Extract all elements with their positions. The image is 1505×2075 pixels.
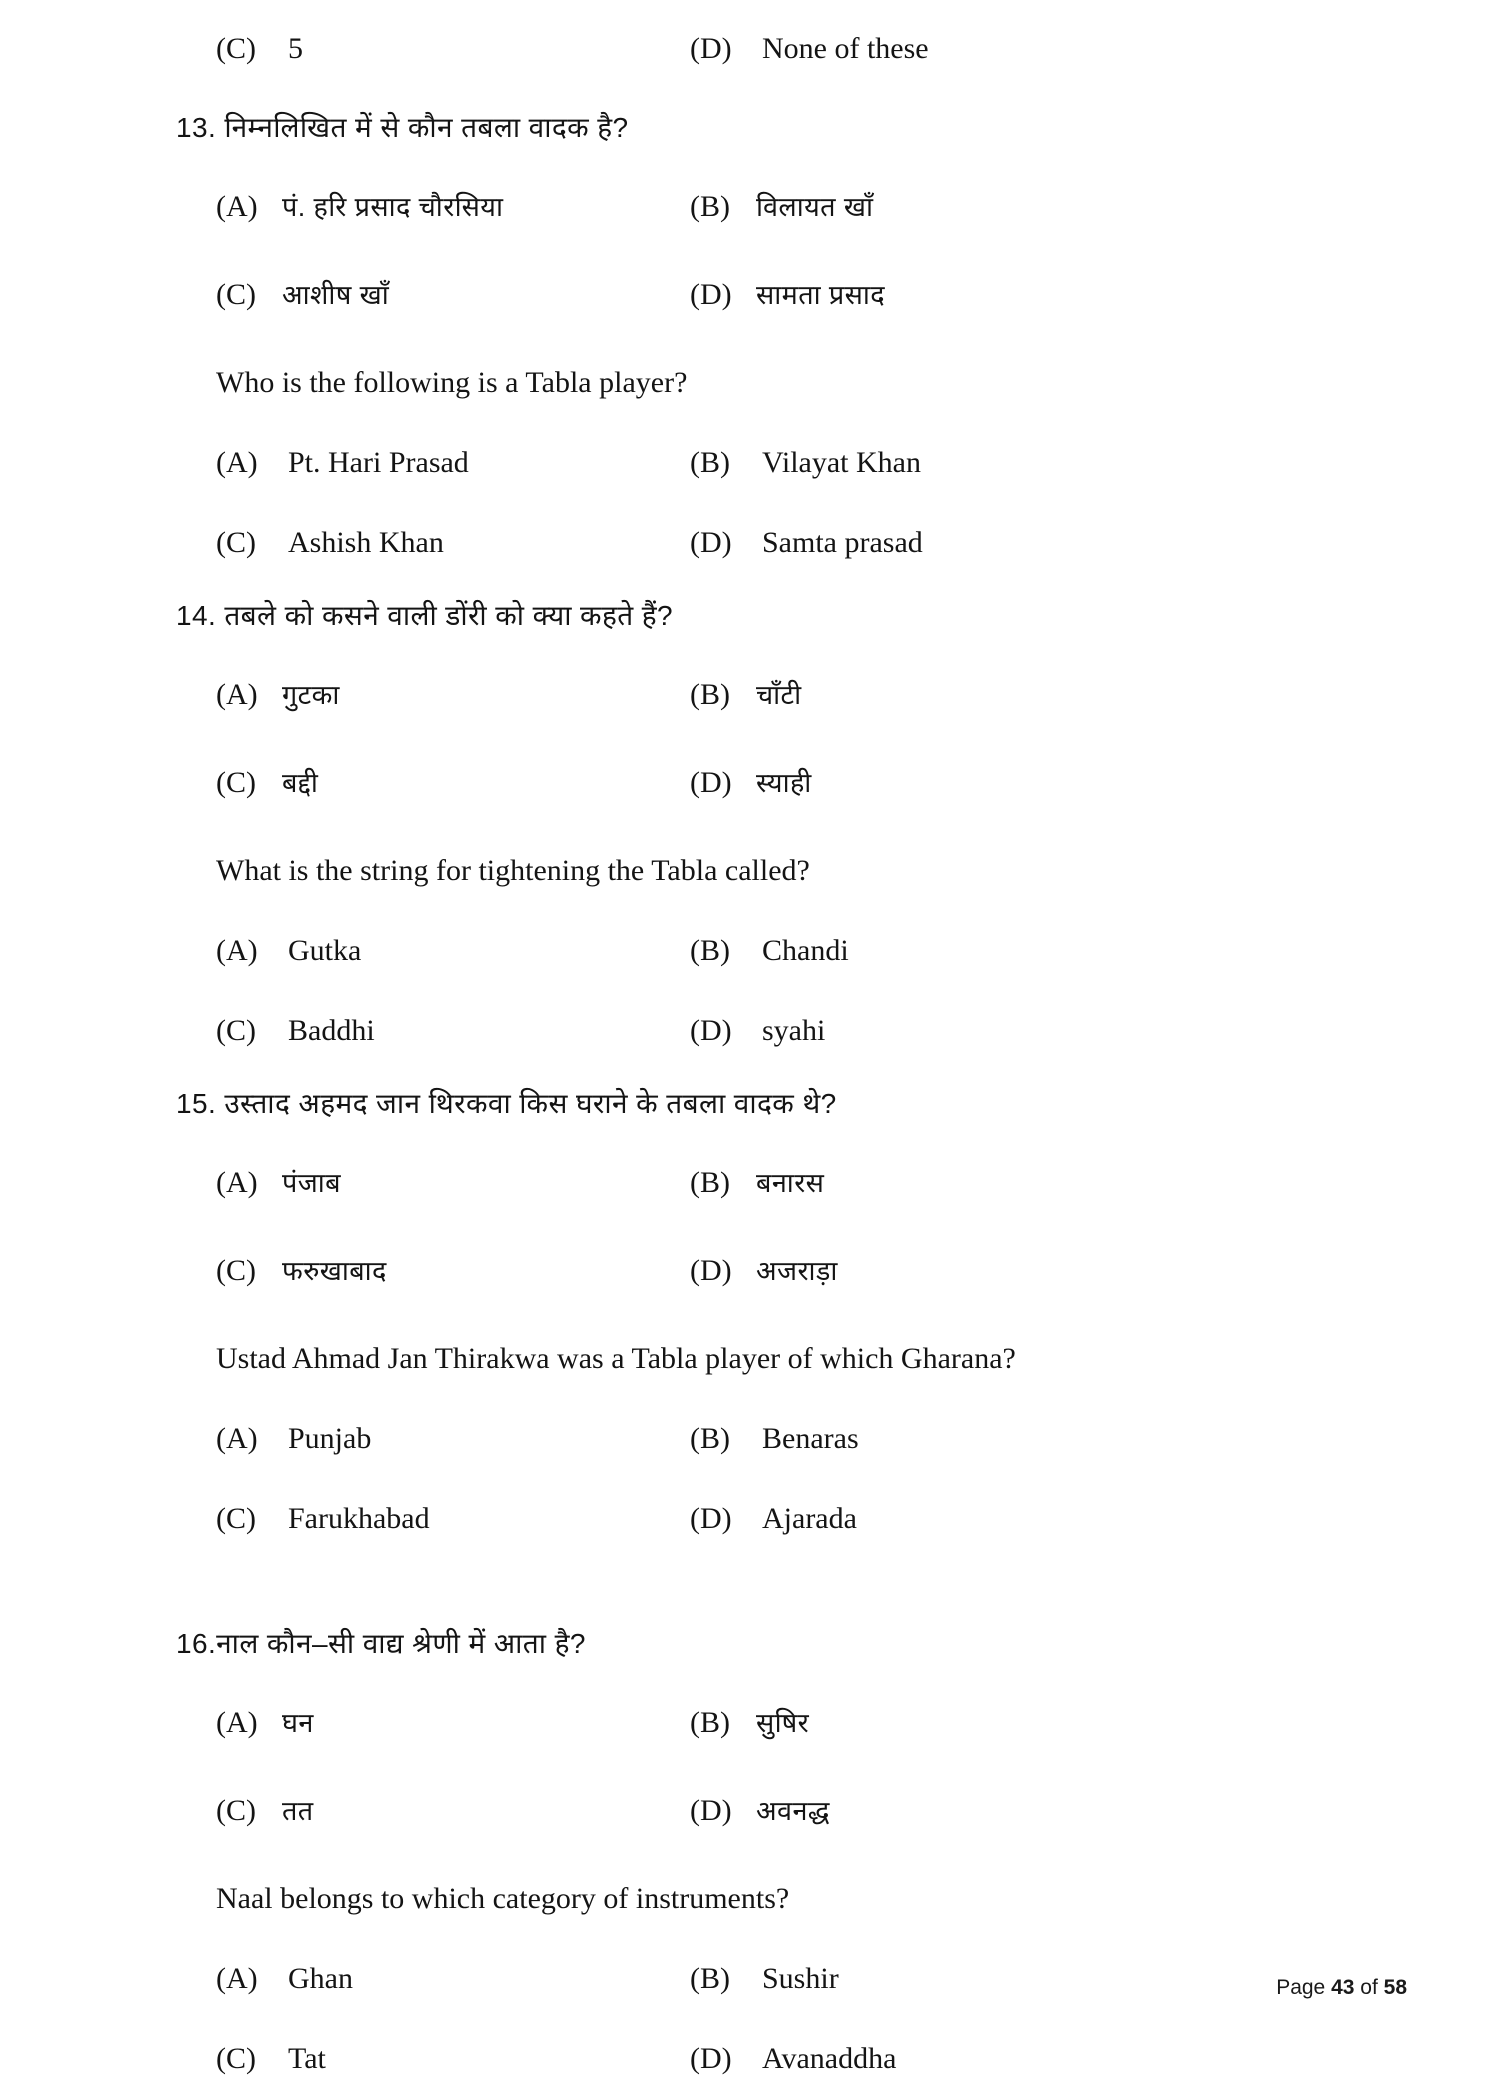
question-15-text-hindi: उस्ताद अहमद जान थिरकवा किस घराने के तबला वादक थे? — [224, 1088, 837, 1119]
option-label-c: (C) — [216, 1014, 256, 1047]
footer-page-number: 43 — [1331, 1976, 1355, 1999]
option-text-c: फरुखाबाद — [282, 1256, 387, 1286]
option-text-b: Chandi — [762, 934, 849, 967]
question-13-english-options-row-2 — [176, 528, 1336, 558]
question-15-hindi-options-row-1 — [176, 1168, 1336, 1198]
question-14-option-d-hindi — [676, 768, 1196, 798]
question-14-number: 14. — [176, 600, 217, 631]
option-label-c: (C) — [216, 278, 256, 311]
question-15-option-a-english — [176, 1424, 676, 1454]
question-14-option-c-hindi — [176, 768, 676, 798]
question-16-stem-hindi — [176, 1630, 1336, 1658]
page-footer — [1276, 1976, 1407, 2000]
option-text-a: गुटका — [282, 680, 340, 710]
option-text-c: Tat — [288, 2042, 326, 2075]
question-13-hindi-options-row-1 — [176, 192, 1336, 222]
option-text-b: Vilayat Khan — [762, 446, 921, 479]
option-text-b: सुषिर — [756, 1708, 810, 1738]
question-13-number: 13. — [176, 112, 217, 143]
option-text-c: 5 — [288, 32, 303, 65]
option-text-b: विलायत खाँ — [756, 192, 874, 222]
question-13-option-d-english — [676, 528, 1196, 558]
question-15-hindi-options-row-2 — [176, 1256, 1336, 1286]
question-14-option-b-english — [676, 936, 1196, 966]
question-13-stem-english: Who is the following is a Tabla player? — [216, 366, 688, 399]
option-label-c: (C) — [216, 2042, 256, 2075]
question-14-option-d-english — [676, 1016, 1196, 1046]
option-label-c: (C) — [216, 1794, 256, 1827]
option-text-b: Sushir — [762, 1962, 839, 1995]
question-16-option-c-hindi — [176, 1796, 676, 1826]
option-text-d: None of these — [762, 32, 929, 65]
page-content — [176, 34, 1336, 2074]
option-text-a: Pt. Hari Prasad — [288, 446, 469, 479]
option-text-c: Farukhabad — [288, 1502, 430, 1535]
option-text-c: Ashish Khan — [288, 526, 444, 559]
question-16-option-a-english — [176, 1964, 676, 1994]
question-13-option-d-hindi — [676, 280, 1196, 310]
option-label-d: (D) — [690, 526, 732, 559]
option-text-d: स्याही — [756, 768, 812, 798]
option-label-c: (C) — [216, 1502, 256, 1535]
option-label-a: (A) — [216, 1166, 258, 1199]
option-label-a: (A) — [216, 1962, 258, 1995]
option-label-d: (D) — [690, 1502, 732, 1535]
option-text-c: बद्दी — [282, 768, 319, 798]
option-label-a: (A) — [216, 1422, 258, 1455]
option-label-b: (B) — [690, 1706, 730, 1739]
option-text-b: चाँटी — [756, 680, 802, 710]
option-label-c: (C) — [216, 766, 256, 799]
option-text-b: बनारस — [756, 1168, 825, 1198]
option-text-a: घन — [282, 1708, 314, 1738]
option-text-d: अवनद्ध — [756, 1796, 830, 1826]
option-text-d: Avanaddha — [762, 2042, 897, 2075]
question-14-option-a-hindi — [176, 680, 676, 710]
question-16-option-b-english — [676, 1964, 1196, 1994]
question-14-option-b-hindi — [676, 680, 1196, 710]
question-16-option-d-english — [676, 2044, 1196, 2074]
option-label-b: (B) — [690, 678, 730, 711]
question-14-text-hindi: तबले को कसने वाली डोंरी को क्या कहते हैं? — [224, 600, 674, 631]
option-label-a: (A) — [216, 678, 258, 711]
option-c — [176, 34, 676, 64]
question-14-option-a-english — [176, 936, 676, 966]
option-label-b: (B) — [690, 934, 730, 967]
option-text-d: अजराड़ा — [756, 1256, 838, 1286]
option-d — [676, 34, 1196, 64]
option-label-a: (A) — [216, 1706, 258, 1739]
option-label-b: (B) — [690, 1422, 730, 1455]
question-14-option-c-english — [176, 1016, 676, 1046]
option-label-a: (A) — [216, 934, 258, 967]
question-15-option-c-hindi — [176, 1256, 676, 1286]
footer-total-pages: 58 — [1383, 1976, 1407, 1999]
option-text-d: Ajarada — [762, 1502, 857, 1535]
question-14-english-options-row-1 — [176, 936, 1336, 966]
option-text-a: Gutka — [288, 934, 362, 967]
option-label-b: (B) — [690, 446, 730, 479]
option-text-a: Punjab — [288, 1422, 372, 1455]
option-label-d: (D) — [690, 32, 732, 65]
option-text-c: Baddhi — [288, 1014, 375, 1047]
option-label-b: (B) — [690, 1166, 730, 1199]
option-text-d: syahi — [762, 1014, 826, 1047]
question-16-english-options-row-2 — [176, 2044, 1336, 2074]
option-text-a: Ghan — [288, 1962, 353, 1995]
question-13-option-c-english — [176, 528, 676, 558]
question-16-option-b-hindi — [676, 1708, 1196, 1738]
footer-page-label: Page — [1276, 1976, 1326, 1999]
option-text-c: तत — [282, 1796, 314, 1826]
question-13-option-c-hindi — [176, 280, 676, 310]
option-label-d: (D) — [690, 1014, 732, 1047]
question-15-number: 15. — [176, 1088, 217, 1119]
option-label-c: (C) — [216, 1254, 256, 1287]
question-16-option-c-english — [176, 2044, 676, 2074]
question-15-option-a-hindi — [176, 1168, 676, 1198]
carryover-option-row — [176, 34, 1336, 64]
option-text-d: सामता प्रसाद — [756, 280, 886, 310]
question-15-stem-english: Ustad Ahmad Jan Thirakwa was a Tabla player of which Gharana? — [216, 1342, 1016, 1375]
question-15-option-d-hindi — [676, 1256, 1196, 1286]
question-16-number: 16. — [176, 1628, 217, 1659]
option-text-d: Samta prasad — [762, 526, 923, 559]
question-16-option-a-hindi — [176, 1708, 676, 1738]
option-label-b: (B) — [690, 190, 730, 223]
footer-of-label: of — [1360, 1976, 1378, 1999]
question-16-stem-english: Naal belongs to which category of instruments? — [216, 1882, 790, 1915]
option-text-a: पंजाब — [282, 1168, 341, 1198]
question-16-hindi-options-row-1 — [176, 1708, 1336, 1738]
question-15-option-c-english — [176, 1504, 676, 1534]
question-13-option-a-english — [176, 448, 676, 478]
question-13-text-hindi: निम्नलिखित में से कौन तबला वादक है? — [224, 112, 629, 143]
option-text-b: Benaras — [762, 1422, 859, 1455]
question-15-option-b-english — [676, 1424, 1196, 1454]
option-text-c: आशीष खाँ — [282, 280, 390, 310]
option-label-c: (C) — [216, 32, 256, 65]
option-label-d: (D) — [690, 1794, 732, 1827]
option-label-c: (C) — [216, 526, 256, 559]
question-13-option-b-english — [676, 448, 1196, 478]
question-15-english-options-row-1 — [176, 1424, 1336, 1454]
question-15-option-d-english — [676, 1504, 1196, 1534]
question-14-stem-hindi — [176, 602, 1336, 630]
question-13-stem-hindi — [176, 114, 1336, 142]
question-13-hindi-options-row-2 — [176, 280, 1336, 310]
question-13-english-options-row-1 — [176, 448, 1336, 478]
question-16-english-options-row-1 — [176, 1964, 1336, 1994]
question-14-stem-english: What is the string for tightening the Tabla called? — [216, 854, 810, 887]
question-13-option-a-hindi — [176, 192, 676, 222]
option-label-a: (A) — [216, 446, 258, 479]
question-16-option-d-hindi — [676, 1796, 1196, 1826]
option-label-a: (A) — [216, 190, 258, 223]
question-13-option-b-hindi — [676, 192, 1196, 222]
question-16-hindi-options-row-2 — [176, 1796, 1336, 1826]
question-15-stem-hindi — [176, 1090, 1336, 1118]
question-14-english-options-row-2 — [176, 1016, 1336, 1046]
question-15-option-b-hindi — [676, 1168, 1196, 1198]
option-label-b: (B) — [690, 1962, 730, 1995]
option-text-a: पं. हरि प्रसाद चौरसिया — [282, 192, 504, 222]
option-label-d: (D) — [690, 2042, 732, 2075]
question-14-hindi-options-row-2 — [176, 768, 1336, 798]
option-label-d: (D) — [690, 1254, 732, 1287]
option-label-d: (D) — [690, 766, 732, 799]
option-label-d: (D) — [690, 278, 732, 311]
question-14-hindi-options-row-1 — [176, 680, 1336, 710]
question-15-english-options-row-2 — [176, 1504, 1336, 1534]
question-16-text-hindi: नाल कौन–सी वाद्य श्रेणी में आता है? — [216, 1628, 586, 1659]
